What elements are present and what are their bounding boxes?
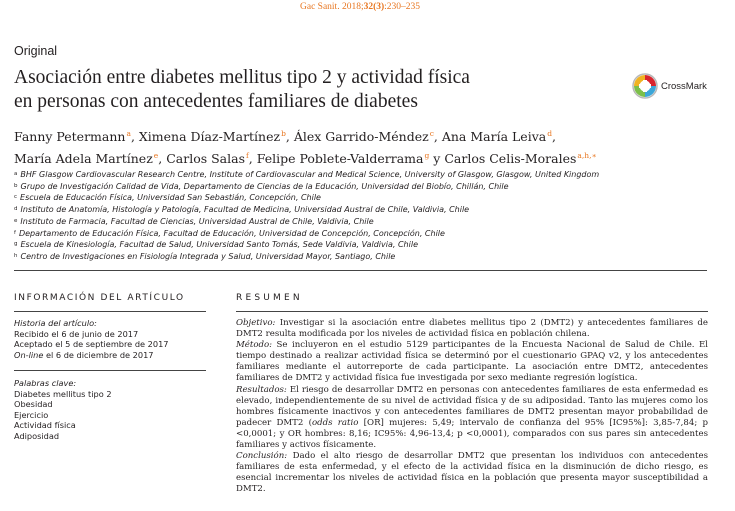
affiliation-item: $^c$ Escuela de Educación Física, Universidad San Sebastián, Concepción, Chile [14,193,321,203]
author-affiliation-link[interactable]: a [126,129,131,138]
header-divider [14,270,707,271]
author-name: Ana María Leiva [441,129,547,144]
article-info-heading: INFORMACIÓN DEL ARTÍCULO [14,293,185,303]
article-title [14,66,574,114]
abstract-results: Resultados: El riesgo de desarrollar DMT2 en personas con antecedentes familiares de esta enfermedad es elevado, independientemente de su nivel de actividad física y de su adiposidad. Tanto las mujeres como los hombres físicamente inactivos y con antecedentes familiares de DMT2 presentan mayor probabilidad de padecer DMT2 (odds ratio [OR] mujeres: 5,49; intervalo de confianza del 95% [IC95%]: 3,85-7,84; p <0,0001; y OR hombres: 8,16; IC95%: 4,96-13,4; p <0,0001), comparados con sus pares sin antecedentes familiares y activos físicamente. [236,384,709,451]
author-affiliation-link[interactable]: d [547,129,553,138]
affiliation-list [14,169,714,263]
author-name: Carlos Celis-Morales [444,151,577,166]
affiliation-item: $^e$ Instituto de Farmacia, Facultad de Ciencias, Universidad Austral de Chile, Valdivia, Chile [14,216,374,226]
abstract-method: Método: Se incluyeron en el estudio 5129 participantes de la Encuesta Nacional de Salud de Chile. El tiempo destinado a realizar actividad física se determinó por el cuestionario GPAQ v2, y los antecedentes familiares mediante el autorreporte de cada participante. La asociación entre DMT2, antecedentes familiares de DMT2 y actividad física fue investigada por sexo mediante regresión logística. [236,340,709,384]
history-label: Historia del artículo: [14,318,97,328]
crossmark-badge[interactable] [632,72,707,100]
author-list [14,124,714,168]
abstract-body [236,318,708,496]
abstract-heading: RESUMEN [236,293,303,303]
author-name: Felipe Poblete-Valderrama [256,151,424,166]
author-name: María Adela Martínez [14,151,153,166]
title-line: Asociación entre diabetes mellitus tipo 2 y actividad física [14,67,470,88]
article-info-divider [14,311,206,312]
author-affiliation-link[interactable]: f [246,151,249,160]
received-date: Recibido el 6 de junio de 2017 [14,328,139,339]
author-affiliation-link[interactable]: b [281,129,286,138]
affiliation-item: $^a$ BHF Glasgow Cardiovascular Research Centre, Institute of Cardiovascular and Medical Science, University of Glasgow, Glasgow, United Kingdom [14,170,600,179]
author-line: Fanny Petermann$^a$, Ximena Díaz-Martínez$^b$, Álex Garrido-Méndez$^c$, Ana María Leiva$^d$, [14,129,557,144]
keywords-block [14,378,206,441]
author-name: Fanny Petermann [14,129,126,144]
author-line: María Adela Martínez$^e$, Carlos Salas$^f$, Felipe Poblete-Valderrama$^g$ y Carlos Celis-Morales$^{a,h,∗}$ [14,151,597,166]
author-affiliation-link[interactable]: c [429,129,434,138]
affiliation-item: $^f$ Departamento de Educación Física, Facultad de Educación, Universidad de Concepción, Concepción, Chile [14,228,445,238]
keyword: Diabetes mellitus tipo 2 [14,388,112,399]
keyword: Ejercicio [14,409,49,420]
author-name: Carlos Salas [166,151,245,166]
title-line: en personas con antecedentes familiares de diabetes [14,91,418,112]
author-name: Ximena Díaz-Martínez [138,129,281,144]
author-affiliation-link[interactable]: a,h,∗ [577,151,597,160]
author-name: Álex Garrido-Méndez [293,129,429,144]
abstract-conclusion: Conclusión: Dado el alto riesgo de desarrollar DMT2 que presentan los individuos con antecedentes familiares de esta enfermedad, y el efecto de la actividad física en la disminución de dicho riesgo, es esencial incrementar los niveles de actividad física en la población que presenta mayor susceptibilidad a DMT2. [236,451,708,495]
keyword: Adiposidad [14,430,60,441]
keyword: Obesidad [14,399,53,409]
keywords-label: Palabras clave: [14,378,77,388]
author-affiliation-link[interactable]: e [153,151,159,160]
online-date: On-line el 6 de diciembre de 2017 [14,349,154,360]
article-history [14,318,206,360]
affiliation-item: $^d$ Instituto de Anatomía, Histología y Patología, Facultad de Medicina, Universidad Austral de Chile, Valdivia, Chile [14,205,470,215]
crossmark-icon [632,72,658,100]
keywords-divider [14,370,206,371]
journal-citation[interactable]: Gac Sanit. 2018;32(3):230–235 [300,2,421,12]
abstract-divider [236,311,708,312]
author-affiliation-link[interactable]: g [424,151,430,160]
accepted-date: Aceptado el 5 de septiembre de 2017 [14,339,169,349]
affiliation-item: $^g$ Escuela de Kinesiología, Facultad de Salud, Universidad Santo Tomás, Sede Valdivia, Valdivia, Chile [14,240,418,250]
affiliation-item: $^b$ Grupo de Investigación Calidad de Vida, Departamento de Ciencias de la Educación, Universidad del Biobío, Chillán, Chile [14,181,509,191]
keyword: Actividad física [14,420,76,430]
abstract-objective: Objetivo: Investigar si la asociación entre diabetes mellitus tipo 2 (DMT2) y antecedentes familiares de DMT2 resulta modificada por los niveles de actividad física en población chilena. [236,318,709,340]
crossmark-label: CrossMark [661,80,707,92]
affiliation-item: $^h$ Centro de Investigaciones en Fisiología Integrada y Salud, Universidad Mayor, Santiago, Chile [14,251,396,261]
article-type: Original [14,44,58,58]
